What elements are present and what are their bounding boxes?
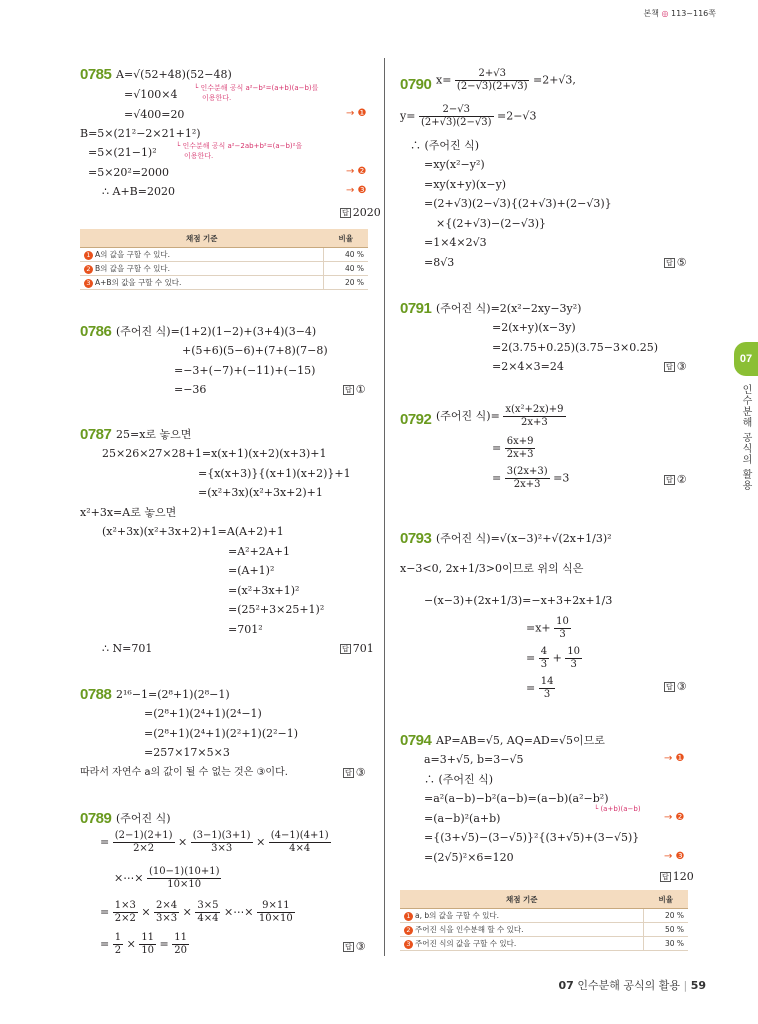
fraction (505, 466, 550, 491)
rubric-header: 비율 (324, 229, 369, 248)
answer-box-icon: 답 (345, 386, 352, 394)
rubric-header: 채점 기준 (400, 890, 644, 909)
numerator: 2−√3 (419, 104, 494, 117)
eq-line: x²+3x=A로 놓으면 (80, 506, 177, 519)
problem-number: 0790 (400, 76, 432, 93)
answer (664, 256, 687, 269)
eq-line: B=5×(21²−2×21+1²) (80, 127, 201, 140)
fraction (195, 900, 220, 925)
fraction-row (100, 900, 295, 925)
numerator: (3−1)(3+1) (192, 830, 251, 841)
fraction-row (114, 866, 221, 891)
page-range: 113~116쪽 (671, 9, 716, 18)
fraction (154, 900, 179, 925)
answer (664, 680, 687, 693)
eq-line: =√100×4 (124, 88, 178, 101)
eq-line: =(25²+3×25+1)² (228, 603, 325, 616)
hint-note: 이용한다. (184, 152, 214, 160)
step-marker-3: → ❸ (346, 185, 367, 196)
fraction (172, 932, 189, 957)
denominator: 4×4 (197, 913, 219, 924)
numerator: 1×3 (114, 900, 136, 911)
eq-line: (x²+3x)(x²+3x+2)+1=A(A+2)+1 (102, 525, 284, 538)
fraction-row (492, 436, 535, 461)
denominator: (2−√3)(2+√3) (456, 81, 528, 92)
hint-note: └ (a+b)(a−b) (594, 805, 641, 813)
operator: × (141, 905, 151, 919)
denominator: (2+√3)(2−√3) (420, 117, 492, 128)
fraction (554, 616, 571, 641)
rubric-pct: 50 % (644, 923, 689, 937)
answer-value: 2020 (352, 206, 381, 219)
answer (343, 383, 366, 396)
rubric-row (400, 923, 688, 937)
eq-line: =(a−b)²(a+b) (424, 812, 501, 825)
fraction-row (436, 404, 566, 429)
fraction (269, 830, 331, 855)
eq-line: ∴ (주어진 식) (424, 773, 494, 786)
answer (343, 940, 366, 953)
eq-line: ∴ A+B=2020 (102, 185, 175, 198)
denominator: 10×10 (258, 913, 293, 924)
denominator: 3 (543, 689, 551, 700)
fraction (505, 436, 536, 461)
eq-line: =(2⁸+1)(2⁴+1)(2²+1)(2²−1) (144, 727, 299, 740)
rubric-row (80, 276, 368, 290)
eq-line: =√400=20 (124, 108, 185, 121)
answer-box-icon: 답 (662, 873, 669, 881)
answer-box-icon: 답 (666, 476, 673, 484)
answer-value: ② (676, 473, 687, 486)
fraction-row (400, 104, 536, 129)
denominator: 20 (174, 945, 187, 956)
fraction (113, 830, 175, 855)
numerator: 9×11 (257, 900, 295, 913)
eq-line: =(2√5)²×6=120 (424, 851, 514, 864)
denominator: 3 (540, 659, 548, 670)
denominator: 2×2 (114, 913, 136, 924)
problem-number: 0789 (80, 810, 112, 827)
eq-line: =(2⁸+1)(2⁴+1)(2⁴−1) (144, 707, 262, 720)
answer-value: 701 (352, 642, 374, 655)
eq-line: =5×20²=2000 (88, 166, 170, 179)
eq-line: =257×17×5×3 (144, 746, 230, 759)
numerator: 6x+9 (506, 436, 534, 447)
fraction-row (100, 830, 331, 855)
step-badge: 2 (404, 926, 413, 935)
denominator: 10×10 (167, 879, 202, 890)
denominator: 4×4 (289, 843, 311, 854)
conclusion-text: 따라서 자연수 a의 값이 될 수 없는 것은 ③이다. (80, 767, 288, 778)
eq-line: a=3+√5, b=3−√5 (424, 753, 524, 766)
eq-line: =xy(x²−y²) (424, 158, 485, 171)
numerator: (4−1)(4+1) (270, 830, 329, 841)
fraction (503, 404, 565, 429)
answer-value: ③ (676, 360, 687, 373)
eq-line: ={(3+√5)−(3−√5)}²{(3+√5)+(3−√5)} (424, 831, 640, 844)
numerator: 4 (540, 646, 548, 657)
numerator: 10 (556, 616, 569, 627)
step-badge: 2 (84, 265, 93, 274)
denominator: 2×2 (133, 843, 155, 854)
circle-icon: ◎ (661, 9, 669, 18)
rubric-row (80, 262, 368, 276)
numerator: 11 (174, 932, 187, 943)
denominator: 2x+3 (506, 449, 534, 460)
page-footer (559, 977, 706, 993)
chapter-tab-title: 인수분해 공식의 활용 (740, 384, 751, 492)
page-number: 59 (690, 979, 706, 992)
operator: = (100, 835, 110, 849)
step-marker-1: → ❶ (664, 753, 685, 764)
problem-number: 0786 (80, 323, 112, 340)
operator: ×⋯× (223, 905, 254, 919)
numerator: x(x²+2x)+9 (505, 404, 564, 415)
rubric-text: A의 값을 구할 수 있다. (95, 250, 171, 259)
denominator: 3 (570, 659, 577, 670)
eq-line: ={x(x+3)}{(x+1)(x+2)}+1 (198, 467, 351, 480)
eq-line: =701² (228, 623, 263, 636)
rubric-row (80, 248, 368, 262)
rubric-pct: 30 % (644, 937, 689, 951)
problem-number: 0794 (400, 732, 432, 749)
eq-line: ∴ N=701 (102, 642, 153, 655)
numerator: (10−1)(10+1) (148, 866, 220, 877)
fraction-row (526, 616, 571, 641)
step-badge: 1 (84, 251, 93, 260)
eq-line: =(A+1)² (228, 564, 275, 577)
rubric-text: B의 값을 구할 수 있다. (95, 264, 171, 273)
numerator: (2−1)(2+1) (114, 830, 173, 841)
book-label: 본책 (643, 9, 659, 18)
rubric-text: 주어진 식의 값을 구할 수 있다. (415, 939, 517, 948)
fraction (191, 830, 253, 855)
answer-value: ③ (355, 940, 366, 953)
fraction (565, 646, 582, 671)
eq-line: =A²+2A+1 (228, 545, 290, 558)
eq-line: =−3+(−7)+(−11)+(−15) (174, 364, 316, 377)
eq-part: = (526, 651, 536, 665)
rubric-text: a, b의 값을 구할 수 있다. (415, 911, 500, 920)
numerator: 2+√3 (455, 68, 530, 81)
fraction-row (526, 646, 582, 671)
answer-box-icon: 답 (666, 363, 673, 371)
answer-box-icon: 답 (666, 259, 673, 267)
operator: × (178, 835, 188, 849)
eq-part: (주어진 식)= (436, 409, 500, 423)
rubric-pct: 20 % (324, 276, 369, 290)
step-marker-1: → ❶ (346, 108, 367, 119)
footer-title: 인수분해 공식의 활용 (577, 979, 680, 992)
rubric-pct: 40 % (324, 248, 369, 262)
eq-line: +(5+6)(5−6)+(7+8)(7−8) (182, 344, 328, 357)
hint-note: └ 인수분해 공식 a²−b²=(a+b)(a−b)를 (194, 84, 319, 92)
problem-number: 0788 (80, 686, 112, 703)
numerator: 14 (540, 676, 554, 687)
eq-part: y= (400, 109, 416, 123)
step-marker-2: → ❷ (664, 812, 685, 823)
hint-note: └ 인수분해 공식 a²−2ab+b²=(a−b)²을 (176, 142, 303, 150)
answer-value: ⑤ (676, 256, 687, 269)
denominator: 3×3 (211, 843, 233, 854)
eq-line: =5×(21−1)² (88, 146, 157, 159)
answer (343, 766, 366, 779)
denominator: 2x+3 (513, 479, 541, 490)
eq-part: + (552, 651, 562, 665)
eq-part: = (526, 681, 536, 695)
fraction (139, 932, 156, 957)
footer-separator: | (683, 979, 688, 992)
eq-part: =2+√3, (532, 73, 576, 87)
eq-part: x= (436, 73, 452, 87)
operator: × (182, 905, 192, 919)
numerator: 3(2x+3) (506, 466, 548, 477)
eq-line: −(x−3)+(2x+1/3)=−x+3+2x+1/3 (424, 594, 613, 607)
eq-part: = (492, 441, 502, 455)
answer (664, 360, 687, 373)
eq-line: =(x²+3x)(x²+3x+2)+1 (198, 486, 323, 499)
rubric-row (400, 909, 688, 923)
numerator: 3×5 (197, 900, 219, 911)
rubric-text: A+B의 값을 구할 수 있다. (95, 278, 182, 287)
step-badge: 1 (404, 912, 413, 921)
denominator: 2 (114, 945, 122, 956)
fraction (113, 932, 123, 957)
rubric-header: 채점 기준 (80, 229, 324, 248)
rubric-pct: 40 % (324, 262, 369, 276)
answer-box-icon: 답 (345, 943, 352, 951)
answer (340, 642, 374, 655)
step-badge: 3 (404, 940, 413, 949)
eq-line: =xy(x+y)(x−y) (424, 178, 507, 191)
answer-value: ① (355, 383, 366, 396)
rubric-table (80, 229, 368, 290)
eq-line: =1×4×2√3 (424, 236, 487, 249)
eq-line: 2¹⁶−1=(2⁸+1)(2⁸−1) (116, 688, 230, 701)
eq-line: =(2+√3)(2−√3){(2+√3)+(2−√3)} (424, 197, 612, 210)
denominator: 10 (141, 945, 155, 956)
eq-line: =2(3.75+0.25)(3.75−3×0.25) (492, 341, 658, 354)
eq-line: A=√(52+48)(52−48) (116, 68, 232, 81)
problem-number: 0787 (80, 426, 112, 443)
eq-line: =(x²+3x+1)² (228, 584, 300, 597)
eq-line: =8√3 (424, 256, 455, 269)
fraction (147, 866, 222, 891)
answer-box-icon: 답 (345, 769, 352, 777)
rubric-header: 비율 (644, 890, 689, 909)
hint-note: 이용한다. (202, 94, 232, 102)
operator: = (159, 937, 169, 951)
eq-line: (주어진 식)=√(x−3)²+√(2x+1/3)² (436, 532, 612, 545)
eq-part: =3 (553, 471, 570, 485)
answer-value: ③ (355, 766, 366, 779)
answer-value: 120 (672, 870, 694, 883)
eq-line: 25=x로 놓으면 (116, 428, 192, 441)
fraction (539, 676, 556, 701)
eq-line: (주어진 식)=(1+2)(1−2)+(3+4)(3−4) (116, 325, 317, 338)
eq-line: x−3<0, 2x+1/3>0이므로 위의 식은 (400, 562, 584, 575)
fraction (113, 900, 138, 925)
answer (340, 206, 381, 219)
fraction-row (492, 466, 569, 491)
answer-box-icon: 답 (342, 209, 349, 217)
step-marker-2: → ❷ (346, 166, 367, 177)
eq-line: ∴ (주어진 식) (410, 139, 480, 152)
numerator: 10 (567, 646, 581, 657)
fraction-row (526, 676, 555, 701)
eq-line: ×{(2+√3)−(2−√3)} (436, 217, 547, 230)
footer-chapter: 07 (558, 979, 574, 992)
numerator: 2×4 (156, 900, 178, 911)
operator: = (100, 905, 110, 919)
denominator: 3×3 (156, 913, 178, 924)
problem-number: 0785 (80, 66, 112, 83)
eq-part: = (492, 471, 502, 485)
eq-line: 25×26×27×28+1=x(x+1)(x+2)(x+3)+1 (102, 447, 327, 460)
problem-number: 0791 (400, 300, 432, 317)
eq-part: =2−√3 (497, 109, 537, 123)
eq-line: =2×4×3=24 (492, 360, 564, 373)
eq-line: AP=AB=√5, AQ=AD=√5이므로 (436, 734, 605, 747)
rubric-pct: 20 % (644, 909, 689, 923)
answer (660, 870, 694, 883)
fraction (455, 68, 530, 93)
operator: × (126, 937, 136, 951)
denominator: 3 (559, 629, 566, 640)
column-divider (384, 58, 385, 956)
rubric-row (400, 937, 688, 951)
operator: = (100, 937, 110, 951)
rubric-text: 주어진 식을 인수분해 할 수 있다. (415, 925, 524, 934)
fraction (539, 646, 549, 671)
denominator: 2x+3 (521, 417, 548, 428)
fraction-row (436, 68, 576, 93)
chapter-tab: 07 (734, 342, 758, 376)
answer (664, 473, 687, 486)
problem-number: 0793 (400, 530, 432, 547)
operator: × (256, 835, 266, 849)
fraction (257, 900, 295, 925)
eq-part: =x+ (526, 621, 551, 635)
operator: ×⋯× (114, 871, 144, 885)
eq-line: =−36 (174, 383, 207, 396)
eq-line: (주어진 식) (116, 812, 171, 825)
fraction-row (100, 932, 189, 957)
rubric-table (400, 890, 688, 951)
eq-line: =a²(a−b)−b²(a−b)=(a−b)(a²−b²) (424, 792, 609, 805)
problem-number: 0792 (400, 411, 432, 428)
answer-box-icon: 답 (666, 683, 673, 691)
eq-line: (주어진 식)=2(x²−2xy−3y²) (436, 302, 582, 315)
fraction (419, 104, 494, 129)
page-header (643, 8, 716, 19)
step-marker-3: → ❸ (664, 851, 685, 862)
answer-box-icon: 답 (342, 645, 349, 653)
numerator: 11 (141, 932, 155, 943)
eq-line: =2(x+y)(x−3y) (492, 321, 576, 334)
answer-value: ③ (676, 680, 687, 693)
step-badge: 3 (84, 279, 93, 288)
numerator: 1 (114, 932, 122, 943)
